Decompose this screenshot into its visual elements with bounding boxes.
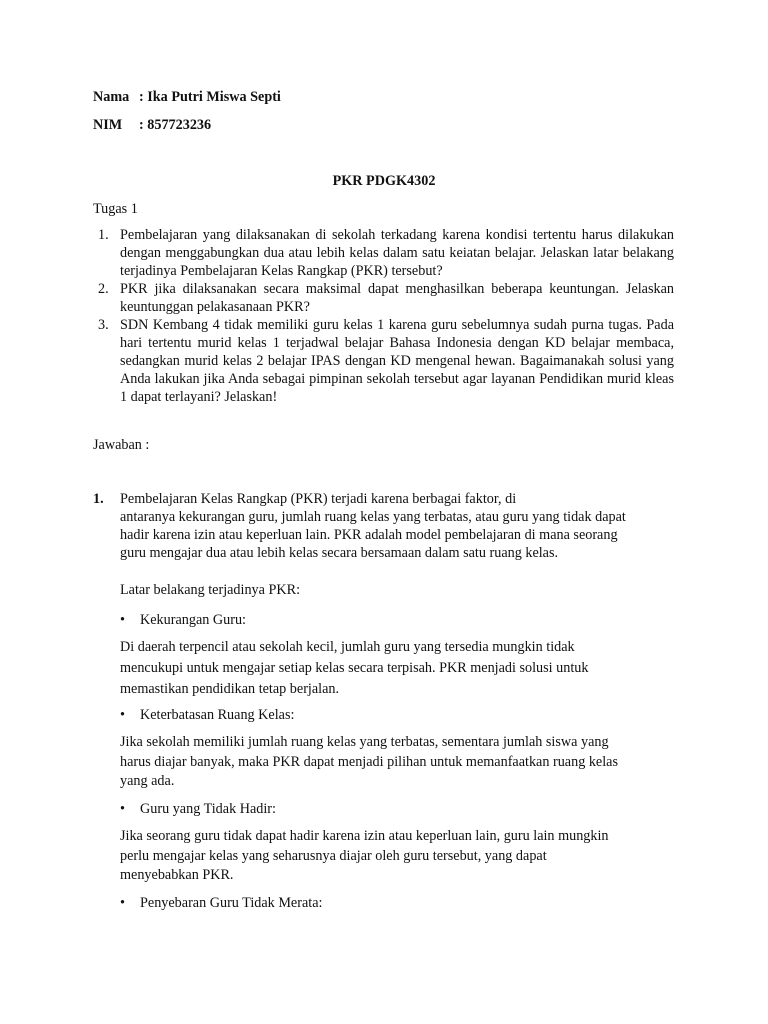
paragraph-line: Di daerah terpencil atau sekolah kecil, jumlah guru yang tersedia mungkin tidak <box>120 639 575 655</box>
answer-intro <box>120 490 680 562</box>
paragraph-line: yang ada. <box>120 773 175 789</box>
paragraph-line: harus diajar banyak, maka PKR dapat menjadi pilihan untuk memanfaatkan ruang kelas <box>120 753 618 770</box>
bullet-title: Guru yang Tidak Hadir: <box>140 801 276 817</box>
paragraph-line: mencukupi untuk mengajar setiap kelas secara terpisah. PKR menjadi solusi untuk <box>120 660 589 676</box>
bullet-title: Keterbatasan Ruang Kelas: <box>140 707 295 723</box>
question-number: 3. <box>98 317 109 333</box>
question-text: Pembelajaran yang dilaksanakan di sekolah terkadang karena kondisi tertentu harus dilakukan dengan menggabungkan dua atau lebih kelas dalam satu keiatan belajar. Jelaskan latar belakang terjadinya Pembelajaran Kelas Rangkap (PKR) tersebut? <box>120 227 674 279</box>
document-title <box>0 172 768 190</box>
background-title: Latar belakang terjadinya PKR: <box>120 582 301 598</box>
answer-number: 1. <box>93 491 104 507</box>
question-list <box>93 226 674 406</box>
question-number: 1. <box>98 227 109 243</box>
paragraph-line: Jika seorang guru tidak dapat hadir karena izin atau keperluan lain, guru lain mungkin <box>120 828 609 844</box>
paragraph-line: memastikan pendidikan tetap berjalan. <box>120 681 340 697</box>
question-number: 2. <box>98 281 109 297</box>
bullet-title: Kekurangan Guru: <box>140 612 246 628</box>
document-title-text: PKR PDGK4302 <box>332 173 436 189</box>
bullet-paragraph <box>120 637 680 700</box>
bullet-icon: • <box>120 612 125 628</box>
answer-intro-line: guru mengajar dua atau lebih kelas secara bersamaan dalam satu ruang kelas. <box>120 545 559 561</box>
answer-intro-line: Pembelajaran Kelas Rangkap (PKR) terjadi karena berbagai faktor, di <box>120 491 517 507</box>
paragraph-line: menyebabkan PKR. <box>120 867 234 883</box>
task-label: Tugas 1 <box>93 201 138 217</box>
bullet-paragraph <box>120 733 680 792</box>
paragraph-line: perlu mengajar kelas yang seharusnya diajar oleh guru tersebut, yang dapat <box>120 847 547 864</box>
bullet-icon: • <box>120 707 125 723</box>
answer-intro-line: antaranya kekurangan guru, jumlah ruang kelas yang terbatas, atau guru yang tidak dapat <box>120 509 626 525</box>
nama-label: Nama <box>93 89 130 105</box>
answer-block <box>93 490 683 562</box>
question-item <box>93 316 674 406</box>
bullet-icon: • <box>120 895 125 911</box>
bullet-icon: • <box>120 801 125 817</box>
question-item <box>93 280 674 316</box>
nim-value: : 857723236 <box>139 117 212 133</box>
bullet-paragraph <box>120 827 680 886</box>
answer-intro-line: hadir karena izin atau keperluan lain. PKR adalah model pembelajaran di mana seorang <box>120 527 618 543</box>
answer-label: Jawaban : <box>93 437 150 453</box>
paragraph-line: Jika sekolah memiliki jumlah ruang kelas yang terbatas, sementara jumlah siswa yang <box>120 734 609 750</box>
question-text: PKR jika dilaksanakan secara maksimal dapat menghasilkan beberapa keuntungan. Jelaskan keuntunggan pelakasanaan PKR? <box>120 281 674 315</box>
bullet-title: Penyebaran Guru Tidak Merata: <box>140 895 323 911</box>
question-item <box>93 226 674 280</box>
nama-value: : Ika Putri Miswa Septi <box>139 89 281 105</box>
nim-label: NIM <box>93 117 123 133</box>
question-text: SDN Kembang 4 tidak memiliki guru kelas 1 karena guru sebelumnya sudah purna tugas. Pada hari tertentu murid kelas 1 terjadwal belajar Bahasa Indonesia dengan KD belajar membaca, sedangkan murid kelas 2 belajar IPAS dengan KD mengenal hewan. Bagaimanakah solusi yang Anda lakukan jika Anda sebagai pimpinan sekolah tersebut agar layanan Pendidikan murid kleas 1 dapat terlayani? Jelaskan! <box>120 317 674 405</box>
